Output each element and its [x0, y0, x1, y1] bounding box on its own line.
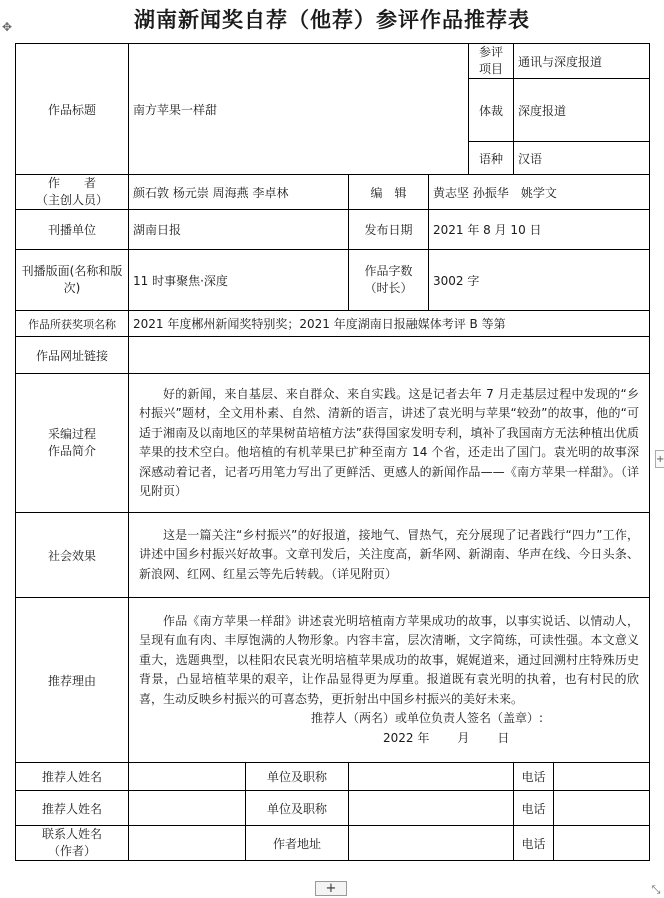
value-work-title[interactable]: 南方苹果一样甜: [129, 44, 469, 175]
impact-text: 这是一篇关注“乡村振兴”的好报道，接地气、冒热气，充分展现了记者践行“四力”工作，讲述中国乡村振兴好故事。文章刊发后，关注度高，新华网、新湖南、华声在线、今日头条、新浪网、红网、红星云等先后转载。（详见附页）: [139, 527, 640, 581]
label-language: 语种: [469, 142, 514, 175]
label-reason: 推荐理由: [16, 598, 129, 763]
date-month: 月: [457, 730, 470, 745]
value-phone-2[interactable]: [554, 791, 650, 826]
value-phone-3[interactable]: [554, 826, 650, 861]
label-unit-title-1: 单位及职称: [246, 763, 349, 791]
label-section: 刊播版面(名称和版次): [16, 250, 129, 311]
signature-line: 推荐人（两名）或单位负责人签名（盖章）:: [311, 711, 544, 726]
label-impact: 社会效果: [16, 513, 129, 598]
label-author-address: 作者地址: [246, 826, 349, 861]
table-move-handle-icon[interactable]: ✥: [1, 20, 13, 34]
summary-text: 好的新闻，来自基层、来自群众、来自实践。这是记者去年 7 月走基层过程中发现的“乡村振兴”题材，全文用朴素、自然、清新的语言，讲述了袁光明与苹果“较劲”的故事，他的“可适于湘南及以南地区的苹果树苗培植方法”获得国家发明专利，填补了我国南方无法种植出优质苹果的技术空白。他培植的有机苹果已扩种至南方 14 个省，还走出了国门。袁光明的故事深深感动着记者，记者巧用笔力写出了更鲜活、更感人的新闻作品——《南方苹果一样甜》。（详见附页）: [139, 386, 640, 498]
date-day: 日: [497, 730, 510, 745]
value-url[interactable]: [129, 337, 650, 374]
document-title: 湖南新闻奖自荐（他荐）参评作品推荐表: [134, 8, 530, 32]
add-row-button[interactable]: +: [315, 881, 347, 896]
add-column-button[interactable]: +: [655, 450, 664, 468]
label-unit-title-2: 单位及职称: [246, 791, 349, 826]
value-unit-title-2[interactable]: [349, 791, 514, 826]
label-category: 参评 项目: [469, 44, 514, 79]
value-language[interactable]: 汉语: [514, 142, 650, 175]
label-phone-2: 电话: [514, 791, 554, 826]
value-editors[interactable]: 黄志坚 孙振华 姚学文: [429, 175, 650, 210]
value-recommender-1[interactable]: [129, 763, 246, 791]
label-recommender-2: 推荐人姓名: [16, 791, 129, 826]
label-publish-date: 发布日期: [349, 210, 429, 250]
label-publisher: 刊播单位: [16, 210, 129, 250]
value-publish-date[interactable]: 2021 年 8 月 10 日: [429, 210, 650, 250]
label-recommender-1: 推荐人姓名: [16, 763, 129, 791]
label-awards: 作品所获奖项名称: [16, 311, 129, 337]
table-resize-handle-icon[interactable]: ⤡: [651, 883, 661, 896]
label-genre: 体裁: [469, 79, 514, 142]
value-contact[interactable]: [129, 826, 246, 861]
value-section[interactable]: 11 时事聚焦·深度: [129, 250, 349, 311]
date-line: [133, 729, 645, 749]
label-summary: 采编过程 作品简介: [16, 374, 129, 513]
value-word-count[interactable]: 3002 字: [429, 250, 650, 311]
value-unit-title-1[interactable]: [349, 763, 514, 791]
recommendation-form-table: [15, 43, 650, 861]
label-word-count: 作品字数 （时长）: [349, 250, 429, 311]
value-author-address[interactable]: [349, 826, 514, 861]
value-genre[interactable]: 深度报道: [514, 79, 650, 142]
label-phone-1: 电话: [514, 763, 554, 791]
value-category[interactable]: 通讯与深度报道: [514, 44, 650, 79]
value-awards[interactable]: 2021 年度郴州新闻奖特别奖；2021 年度湖南日报融媒体考评 B 等第: [129, 311, 650, 337]
date-year: 2022 年: [383, 730, 430, 745]
value-publisher[interactable]: 湖南日报: [129, 210, 349, 250]
value-impact-cell[interactable]: [129, 513, 650, 598]
label-contact: 联系人姓名 （作者）: [16, 826, 129, 861]
label-url: 作品网址链接: [16, 337, 129, 374]
value-recommender-2[interactable]: [129, 791, 246, 826]
value-authors[interactable]: 颜石敦 杨元崇 周海燕 李卓林: [129, 175, 349, 210]
reason-text: 作品《南方苹果一样甜》讲述袁光明培植南方苹果成功的故事，以事实说话、以情动人，呈现有血有肉、丰厚饱满的人物形象。内容丰富，层次清晰，文字简练，可读性强。本文意义重大，选题典型，以桂阳农民袁光明培植苹果成功的故事，娓娓道来，通过回溯村庄特殊历史背景，凸显培植苹果的艰辛，让作品显得更为厚重。报道既有袁光明的执着，也有村民的欣喜，生动反映乡村振兴的可喜态势，更折射出中国乡村振兴的美好未来。: [139, 613, 640, 706]
label-work-title: 作品标题: [16, 44, 129, 175]
value-reason-cell[interactable]: [129, 598, 650, 763]
value-summary-cell[interactable]: [129, 374, 650, 513]
value-phone-1[interactable]: [554, 763, 650, 791]
label-author: 作 者 （主创人员）: [16, 175, 129, 210]
label-phone-3: 电话: [514, 826, 554, 861]
label-editor: 编 辑: [349, 175, 429, 210]
